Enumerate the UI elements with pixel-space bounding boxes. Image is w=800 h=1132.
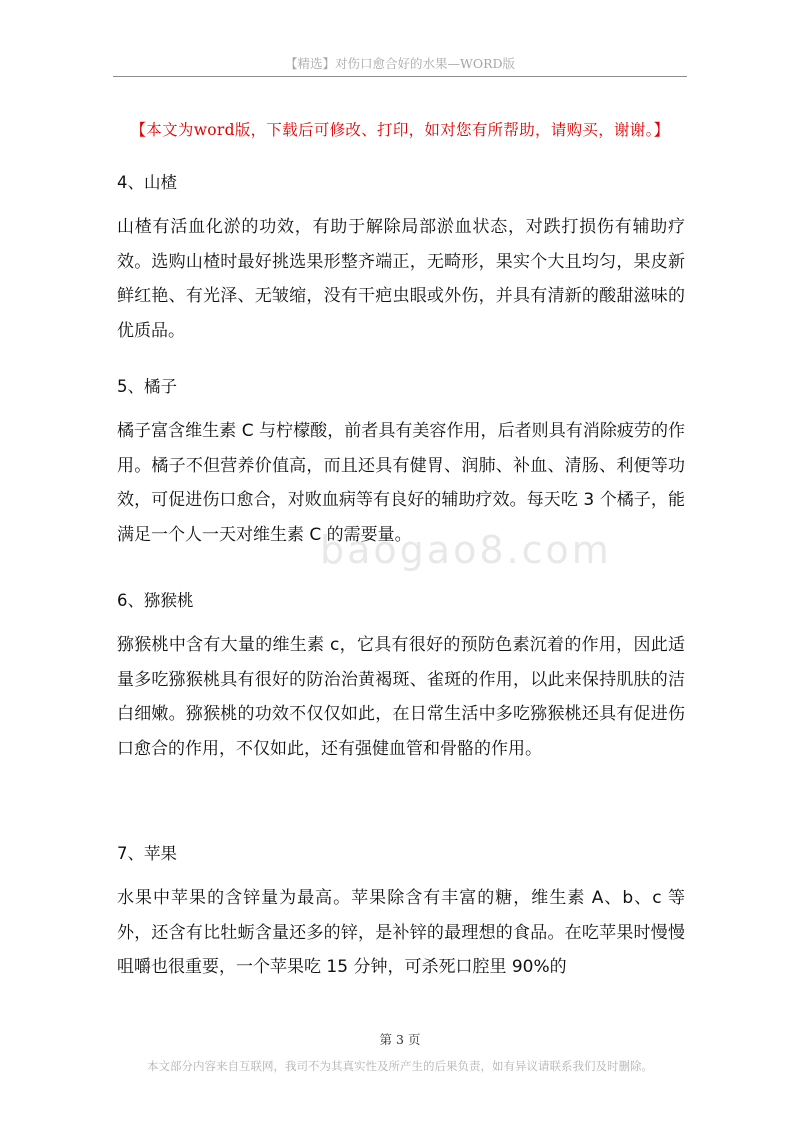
section-orange (117, 372, 685, 552)
page-footer-disclaimer: 本文部分内容来自互联网，我司不为其真实性及所产生的后果负责，如有异议请联系我们及时删除。 (147, 1059, 653, 1073)
section-kiwi (117, 586, 685, 766)
section-paragraph: 猕猴桃中含有大量的维生素 c，它具有很好的预防色素沉着的作用，因此适量多吃猕猴桃具有很好的防治治黄褐斑、雀斑的作用，以此来保持肌肤的洁白细嫩。猕猴桃的功效不仅仅如此，在日常生活中多吃猕猴桃还具有促进伤口愈合的作用，不仅如此，还有强健血管和骨骼的作用。 (117, 635, 685, 759)
section-hawthorn (117, 168, 685, 348)
section-paragraph: 山楂有活血化淤的功效，有助于解除局部淤血状态，对跌打损伤有辅助疗效。选购山楂时最好挑选果形整齐端正，无畸形，果实个大且均匀，果皮新鲜红艳、有光泽、无皱缩，没有干疤虫眼或外伤，并具有清新的酸甜滋味的优质品。 (117, 217, 685, 341)
page-header-title: 【精选】对伤口愈合好的水果—WORD版 (284, 56, 516, 71)
watermark: baogao8.com (320, 528, 612, 572)
section-paragraph: 水果中苹果的含锌量为最高。苹果除含有丰富的糖，维生素 A、b、c 等外，还含有比牡蛎含量还多的锌，是补锌的最理想的食品。在吃苹果时慢慢咀嚼也很重要，一个苹果吃 15 分钟，可杀死口腔里 90%的 (117, 888, 685, 977)
section-heading: 4、山楂 (117, 173, 177, 192)
header-divider (113, 76, 687, 77)
section-heading: 7、苹果 (117, 844, 177, 863)
section-heading: 5、橘子 (117, 377, 177, 396)
section-paragraph: 橘子富含维生素 C 与柠檬酸，前者具有美容作用，后者则具有消除疲劳的作用。橘子不但营养价值高，而且还具有健胃、润肺、补血、清肠、利便等功效，可促进伤口愈合，对败血病等有良好的辅助疗效。每天吃 3 个橘子，能满足一个人一天对维生素 C 的需要量。 (117, 421, 685, 545)
word-version-notice: 【本文为word版，下载后可修改、打印，如对您有所帮助，请购买，谢谢。】 (130, 121, 670, 139)
page-number: 第 3 页 (379, 1032, 421, 1047)
section-apple (117, 839, 685, 985)
section-heading: 6、猕猴桃 (117, 591, 194, 610)
